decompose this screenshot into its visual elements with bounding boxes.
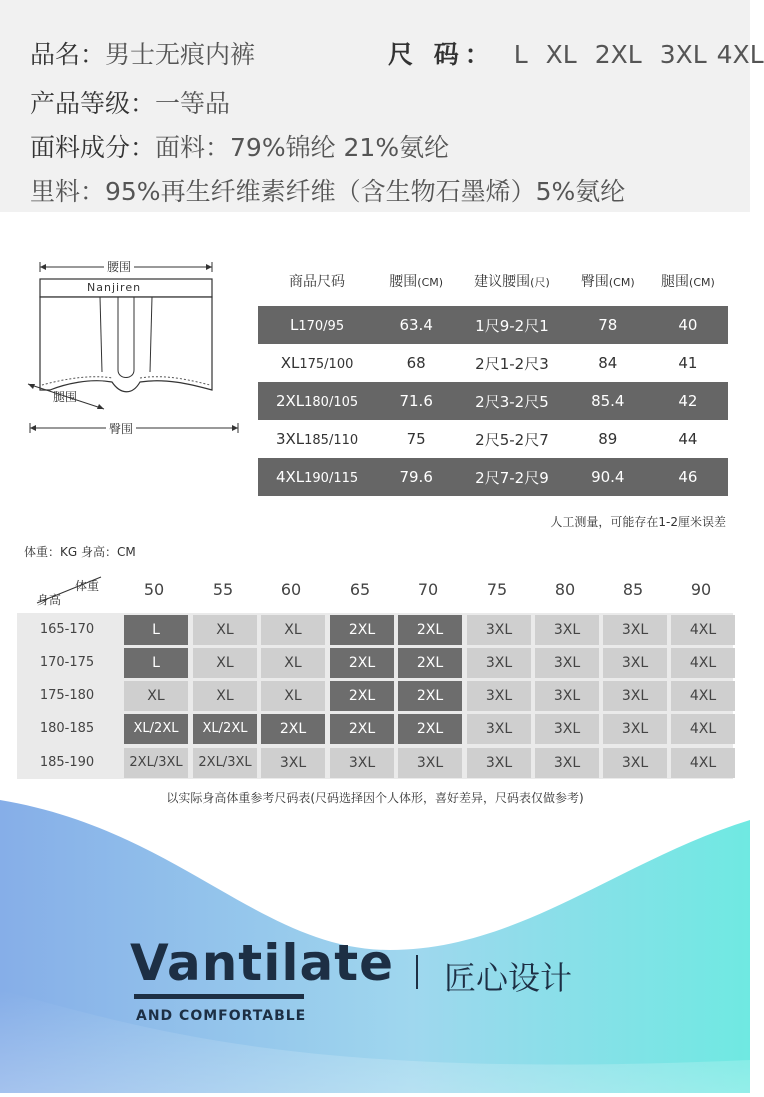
height-header: 170-175 [39, 655, 95, 670]
size-cell: L [124, 615, 188, 645]
size-cell: 3XL [603, 714, 667, 744]
height-waist: 190/115 [304, 471, 359, 486]
size-cell: 4XL [671, 681, 735, 711]
size-cell: 3XL [603, 648, 667, 678]
table-row [258, 382, 728, 420]
header-text: 腿围 [661, 274, 690, 290]
size-code: 2XL [275, 392, 305, 410]
rec-waist-cell: 2尺7-2尺9 [456, 458, 567, 496]
size-cell: 2XL [261, 714, 325, 744]
product-name-label: 品名： [30, 40, 106, 69]
size-measurement-table [258, 256, 728, 496]
divider-bar [416, 955, 418, 989]
weight-header: 50 [143, 580, 165, 599]
header-unit: (尺) [530, 276, 550, 289]
weight-header: 85 [622, 580, 644, 599]
header-text: 臀围 [580, 274, 609, 290]
product-name-value: 男士无痕内裤 [105, 40, 256, 69]
size-code: 4XL [275, 468, 305, 486]
header-waist [376, 256, 456, 306]
grade-value: 一等品 [155, 89, 231, 118]
height-header: 180-185 [39, 721, 95, 736]
size-code: L [290, 316, 299, 334]
size-cell: 4XL [671, 748, 735, 778]
waist-label: 腰围 [104, 258, 134, 275]
header-unit: (CM) [608, 276, 635, 289]
corner-height-label: 身高 [37, 593, 62, 607]
size-cell: 3XL [261, 748, 325, 778]
table-row [258, 306, 728, 344]
leg-cell: 44 [648, 420, 728, 458]
size-cell: XL/2XL [124, 714, 188, 744]
size-label: 尺 码： [388, 40, 496, 69]
size-cell: 2XL [330, 714, 394, 744]
height-waist: 170/95 [298, 319, 345, 334]
header-text: 建议腰围 [474, 274, 531, 290]
size-cell: 3XL [467, 648, 531, 678]
size-cell: 2XL [398, 648, 462, 678]
header-unit: (CM) [417, 276, 444, 289]
header-text: 腰围 [389, 274, 418, 290]
size-cell: XL [124, 681, 188, 711]
weight-header: 70 [417, 580, 439, 599]
size-cell: 3XL [603, 748, 667, 778]
waist-cell: 71.6 [376, 382, 456, 420]
height-waist: 180/105 [304, 395, 359, 410]
hip-cell: 90.4 [568, 458, 648, 496]
table-row [258, 344, 728, 382]
size-cell: 4XL [671, 714, 735, 744]
size-cell: XL [261, 648, 325, 678]
size-cell: 3XL [535, 681, 599, 711]
height-header: 185-190 [39, 755, 95, 770]
size-cell [258, 420, 376, 458]
units-label: 体重：KG 身高：CM [24, 545, 136, 559]
size-cell: L [124, 648, 188, 678]
size-cell: 2XL/3XL [193, 748, 257, 778]
size-cell [258, 344, 376, 382]
brand-title: Vantilate [130, 934, 395, 992]
size-option: L [513, 40, 528, 69]
leg-cell: 41 [648, 344, 728, 382]
size-cell: 3XL [398, 748, 462, 778]
weight-header: 75 [486, 580, 508, 599]
header-rec-waist [456, 256, 567, 306]
size-cell: XL/2XL [193, 714, 257, 744]
height-header: 165-170 [39, 622, 95, 637]
weight-header: 80 [554, 580, 576, 599]
size-cell: 2XL [330, 648, 394, 678]
size-options-line [388, 35, 764, 71]
size-option: 4XL [716, 40, 764, 69]
hip-cell: 85.4 [568, 382, 648, 420]
product-name-line [30, 35, 255, 71]
underwear-diagram [20, 252, 245, 452]
header-hip [568, 256, 648, 306]
size-cell: 3XL [603, 615, 667, 645]
hip-cell: 84 [568, 344, 648, 382]
height-waist: 185/110 [304, 433, 359, 448]
leg-cell: 40 [648, 306, 728, 344]
size-cell: 2XL/3XL [124, 748, 188, 778]
size-option: 3XL [659, 40, 707, 69]
rec-waist-cell: 1尺9-2尺1 [456, 306, 567, 344]
height-header: 175-180 [39, 688, 95, 703]
size-cell: 4XL [671, 648, 735, 678]
weight-header: 55 [212, 580, 234, 599]
table-row [258, 420, 728, 458]
size-cell: 4XL [671, 615, 735, 645]
waist-cell: 63.4 [376, 306, 456, 344]
measurement-note: 人工测量，可能存在1-2厘米误差 [550, 515, 726, 529]
grade-label: 产品等级： [30, 89, 156, 118]
craft-design-text: 匠心设计 [444, 959, 573, 997]
leg-label: 腿围 [53, 390, 78, 404]
size-cell: 3XL [603, 681, 667, 711]
size-cell [258, 382, 376, 420]
waist-cell: 79.6 [376, 458, 456, 496]
leg-cell: 42 [648, 382, 728, 420]
size-cell: XL [193, 615, 257, 645]
size-cell: 3XL [535, 648, 599, 678]
leg-cell: 46 [648, 458, 728, 496]
size-cell: 3XL [330, 748, 394, 778]
size-cell: XL [261, 681, 325, 711]
size-option: XL [545, 40, 577, 69]
size-cell: 3XL [535, 748, 599, 778]
header-size [258, 256, 376, 306]
fabric-line [30, 128, 449, 164]
size-cell: 2XL [330, 615, 394, 645]
brand-mark: Nanjiren [87, 281, 142, 294]
table-row [258, 458, 728, 496]
grade-line [30, 84, 230, 120]
grid-note: 以实际身高体重参考尺码表(尺码选择因个人体形，喜好差异，尺码表仅做参考) [166, 791, 584, 805]
size-table-header [258, 256, 728, 306]
brand-subtitle: AND COMFORTABLE [136, 1008, 307, 1024]
size-cell: 3XL [467, 714, 531, 744]
hip-label: 臀围 [106, 420, 136, 437]
size-cell: 2XL [398, 615, 462, 645]
size-cell: 2XL [398, 714, 462, 744]
rec-waist-cell: 2尺1-2尺3 [456, 344, 567, 382]
size-option: 2XL [594, 40, 642, 69]
size-cell: 3XL [467, 748, 531, 778]
diagonal-divider-icon [17, 565, 122, 613]
header-unit: (CM) [689, 276, 715, 289]
header-leg [648, 256, 728, 306]
rec-waist-cell: 2尺5-2尺7 [456, 420, 567, 458]
fabric-label: 面料成分： [30, 133, 156, 162]
size-cell: XL [193, 681, 257, 711]
size-cell: 2XL [398, 681, 462, 711]
weight-header: 65 [349, 580, 371, 599]
hip-cell: 89 [568, 420, 648, 458]
height-waist: 175/100 [299, 357, 354, 372]
product-info-panel [0, 0, 764, 212]
lining-line: 里料：95%再生纤维素纤维（含生物石墨烯）5%氨纶 [30, 177, 626, 206]
weight-header: 90 [690, 580, 712, 599]
size-cell: XL [193, 648, 257, 678]
size-cell [258, 458, 376, 496]
size-cell: XL [261, 615, 325, 645]
hip-cell: 78 [568, 306, 648, 344]
size-cell: 3XL [535, 714, 599, 744]
size-code: 3XL [275, 430, 305, 448]
header-text: 商品尺码 [289, 274, 346, 290]
size-cell: 3XL [535, 615, 599, 645]
size-cell: 3XL [467, 681, 531, 711]
brand-underline [134, 994, 304, 999]
fabric-value: 面料：79%锦纶 21%氨纶 [155, 133, 450, 162]
grid-corner [17, 565, 122, 613]
corner-weight-label: 体重 [75, 579, 100, 593]
waist-cell: 75 [376, 420, 456, 458]
size-cell: 2XL [330, 681, 394, 711]
weight-header: 60 [280, 580, 302, 599]
rec-waist-cell: 2尺3-2尺5 [456, 382, 567, 420]
size-code: XL [280, 354, 300, 372]
size-cell [258, 306, 376, 344]
waist-cell: 68 [376, 344, 456, 382]
size-cell: 3XL [467, 615, 531, 645]
